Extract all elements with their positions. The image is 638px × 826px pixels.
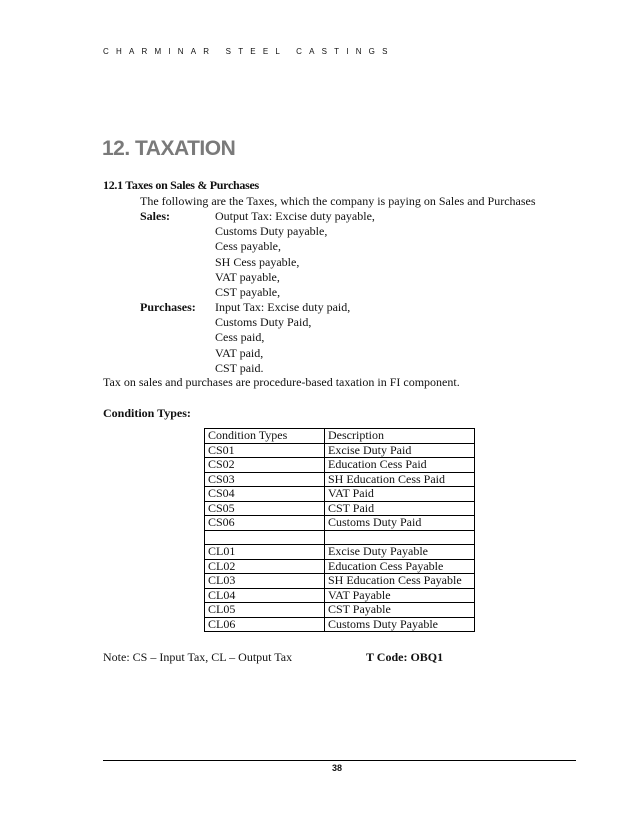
condition-description: Customs Duty Paid [325, 516, 475, 531]
table-row [205, 443, 475, 458]
table-header-cell: Description [325, 429, 475, 444]
transaction-code: T Code: OBQ1 [366, 650, 444, 664]
table-row [205, 559, 475, 574]
sales-tax-line: Customs Duty payable, [215, 224, 328, 239]
sales-tax-line: Cess payable, [215, 239, 281, 254]
condition-code: CS01 [205, 443, 325, 458]
condition-code [205, 530, 325, 545]
condition-description: VAT Paid [325, 487, 475, 502]
condition-description: Excise Duty Paid [325, 443, 475, 458]
section-heading: 12.1 Taxes on Sales & Purchases [103, 178, 259, 192]
sales-tax-list [215, 209, 375, 300]
sales-label: Sales: [140, 209, 170, 223]
note-text: Note: CS – Input Tax, CL – Output Tax [103, 650, 293, 664]
table-row [205, 472, 475, 487]
sales-tax-line: Output Tax: Excise duty payable, [215, 209, 375, 223]
purchases-tax-line: VAT paid, [215, 345, 264, 360]
condition-code: CL01 [205, 545, 325, 560]
table-row [205, 487, 475, 502]
intro-text: The following are the Taxes, which the company is paying on Sales and Purchases [140, 194, 536, 208]
condition-code: CS02 [205, 458, 325, 473]
condition-description: VAT Payable [325, 588, 475, 603]
footer-divider [103, 760, 576, 761]
purchases-tax-line: Customs Duty Paid, [215, 315, 312, 330]
purchases-tax-line: Input Tax: Excise duty paid, [215, 300, 351, 314]
table-row [205, 603, 475, 618]
condition-types-table [204, 428, 475, 632]
page-number: 38 [332, 763, 343, 773]
table-header-cell: Condition Types [205, 429, 325, 444]
chapter-title: 12. TAXATION [102, 137, 236, 160]
condition-types-heading: Condition Types: [103, 406, 191, 420]
table-row [205, 588, 475, 603]
condition-code: CL05 [205, 603, 325, 618]
sales-tax-line: SH Cess payable, [215, 254, 300, 269]
condition-code: CL02 [205, 559, 325, 574]
table-header-row [205, 429, 475, 444]
purchases-tax-list [215, 300, 350, 376]
table-row [205, 545, 475, 560]
taxation-paragraph: Tax on sales and purchases are procedure-based taxation in FI component. [103, 375, 460, 389]
condition-description: Customs Duty Payable [325, 617, 475, 632]
condition-code: CS04 [205, 487, 325, 502]
table-row [205, 574, 475, 589]
condition-description: CST Payable [325, 603, 475, 618]
sales-tax-line: CST payable, [215, 285, 281, 300]
condition-description: CST Paid [325, 501, 475, 516]
condition-code: CL06 [205, 617, 325, 632]
sales-tax-line: VAT payable, [215, 269, 280, 284]
table-row [205, 617, 475, 632]
table-row-blank [205, 530, 475, 545]
purchases-tax-line: Cess paid, [215, 330, 265, 345]
condition-code: CS06 [205, 516, 325, 531]
condition-code: CL03 [205, 574, 325, 589]
condition-description [325, 530, 475, 545]
condition-code: CL04 [205, 588, 325, 603]
condition-description: Education Cess Paid [325, 458, 475, 473]
purchases-label: Purchases: [140, 300, 196, 314]
condition-code: CS05 [205, 501, 325, 516]
purchases-tax-line: CST paid. [215, 360, 264, 375]
table-row [205, 516, 475, 531]
condition-code: CS03 [205, 472, 325, 487]
table-row [205, 501, 475, 516]
condition-description: Excise Duty Payable [325, 545, 475, 560]
condition-description: SH Education Cess Paid [325, 472, 475, 487]
running-header: CHARMINAR STEEL CASTINGS [103, 47, 395, 56]
condition-description: SH Education Cess Payable [325, 574, 475, 589]
table-row [205, 458, 475, 473]
condition-description: Education Cess Payable [325, 559, 475, 574]
